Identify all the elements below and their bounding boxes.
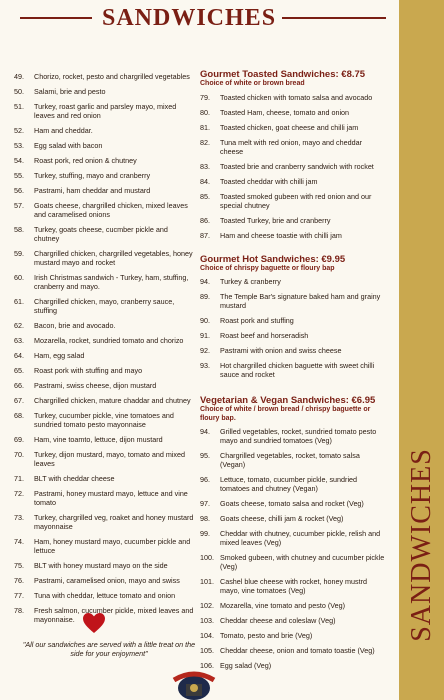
item-text: Toasted smoked gubeen with red onion and our special chutney bbox=[220, 191, 372, 210]
menu-item bbox=[14, 249, 194, 267]
item-text: Chargrilled chicken, mature chaddar and chutney bbox=[34, 396, 191, 405]
item-number: 74. bbox=[14, 537, 24, 546]
item-text: Fresh salmon, cucumber pickle, mixed leaves and mayonnaise. bbox=[34, 606, 194, 624]
item-number: 90. bbox=[200, 316, 210, 325]
item-text: Ham, vine toamto, lettuce, dijon mustard bbox=[34, 435, 163, 444]
item-number: 89. bbox=[200, 292, 210, 301]
item-text: Goats cheese, chargrilled chicken, mixed leaves and caramelised onions bbox=[34, 201, 188, 219]
item-text: Turkey, roast garlic and parsley mayo, mixed leaves and red onion bbox=[34, 102, 177, 120]
item-number: 55. bbox=[14, 171, 24, 180]
item-number: 84. bbox=[200, 176, 210, 186]
item-number: 56. bbox=[14, 186, 24, 195]
menu-item bbox=[14, 561, 194, 570]
item-number: 86. bbox=[200, 215, 210, 225]
item-text: Toasted Turkey, brie and cranberry bbox=[220, 215, 331, 225]
menu-item bbox=[200, 616, 386, 625]
menu-item bbox=[200, 192, 386, 210]
item-text: Grilled vegetables, rocket, sundried tomato pesto mayo and sundried tomatoes (Veg) bbox=[220, 427, 377, 445]
menu-item bbox=[200, 475, 386, 493]
item-text: Toasted chicken, goat cheese and chilli jam bbox=[220, 122, 359, 132]
item-number: 64. bbox=[14, 351, 24, 360]
menu-item bbox=[200, 631, 386, 640]
item-number: 54. bbox=[14, 156, 24, 165]
item-text: BLT with honey mustard mayo on the side bbox=[34, 561, 168, 570]
item-number: 91. bbox=[200, 331, 210, 340]
menu-item bbox=[200, 661, 386, 670]
menu-item bbox=[14, 186, 194, 195]
item-text: Turkey, cucumber pickle, vine tomatoes and sundried tomato pesto mayonnaise bbox=[34, 411, 174, 429]
menu-item bbox=[14, 225, 194, 243]
item-number: 70. bbox=[14, 450, 24, 459]
item-text: Toasted Ham, cheese, tomato and onion bbox=[220, 107, 350, 117]
section-subtitle: Choice of chrispy baguette or floury bap bbox=[200, 264, 335, 272]
item-number: 76. bbox=[14, 576, 24, 585]
item-number: 53. bbox=[14, 141, 24, 150]
menu-item bbox=[14, 513, 194, 531]
item-text: Mozarella, rocket, sundried tomato and chorizo bbox=[34, 336, 184, 345]
item-text: Chorizo, rocket, pesto and chargrilled vegetables bbox=[34, 72, 190, 81]
item-text: Pastrami, ham cheddar and mustard bbox=[34, 186, 151, 195]
menu-item bbox=[14, 201, 194, 219]
menu-item bbox=[200, 277, 386, 286]
item-text: Ham and cheddar. bbox=[34, 126, 93, 135]
heart-icon bbox=[82, 612, 106, 634]
item-number: 102. bbox=[200, 601, 214, 610]
item-text: Roast pork with stuffing and mayo bbox=[34, 366, 143, 375]
item-text: Ham, honey mustard mayo, cucumber pickle and lettuce bbox=[34, 537, 191, 555]
menu-item bbox=[200, 577, 386, 595]
menu-item bbox=[200, 601, 386, 610]
item-number: 93. bbox=[200, 361, 210, 370]
item-number: 99. bbox=[200, 529, 210, 538]
item-text: Cashel blue cheese with rocket, honey mustrd mayo, vine tomatoes (Veg) bbox=[220, 577, 368, 595]
menu-item bbox=[14, 450, 194, 468]
right-column bbox=[200, 69, 386, 676]
item-number: 72. bbox=[14, 489, 24, 498]
menu-item bbox=[14, 102, 194, 120]
item-number: 58. bbox=[14, 225, 24, 234]
menu-item bbox=[14, 396, 194, 405]
item-number: 105. bbox=[200, 646, 214, 655]
item-number: 69. bbox=[14, 435, 24, 444]
item-text: Ham, egg salad bbox=[34, 351, 85, 360]
item-number: 101. bbox=[200, 577, 214, 586]
menu-item bbox=[200, 162, 386, 171]
menu-section bbox=[200, 395, 386, 670]
item-number: 75. bbox=[14, 561, 24, 570]
item-number: 73. bbox=[14, 513, 24, 522]
item-number: 57. bbox=[14, 201, 24, 210]
menu-item bbox=[200, 514, 386, 523]
item-number: 50. bbox=[14, 87, 24, 96]
menu-item bbox=[14, 72, 194, 81]
menu-item bbox=[200, 529, 386, 547]
item-number: 71. bbox=[14, 474, 24, 483]
item-text: The Temple Bar's signature baked ham and grainy mustard bbox=[220, 292, 381, 310]
section-subtitle: Choice of white / brown bread / chrispy baguette or floury bap. bbox=[200, 406, 371, 422]
menu-item bbox=[14, 87, 194, 96]
left-column bbox=[14, 72, 194, 630]
item-text: Tuna with cheddar, lettuce tomato and onion bbox=[34, 591, 176, 600]
header-rule-right bbox=[282, 17, 386, 19]
section-title: Vegetarian & Vegan Sandwiches: €6.95 bbox=[200, 395, 376, 406]
item-number: 95. bbox=[200, 451, 210, 460]
menu-item bbox=[14, 576, 194, 585]
item-number: 92. bbox=[200, 346, 210, 355]
menu-item bbox=[200, 216, 386, 225]
item-text: Cheddar with chutney, cucumber pickle, relish and mixed leaves (Veg) bbox=[220, 529, 381, 547]
item-number: 104. bbox=[200, 631, 214, 640]
menu-item bbox=[14, 156, 194, 165]
item-text: Smoked gubeen, with chutney and cucumber pickle (Veg) bbox=[220, 553, 385, 571]
item-text: Toasted brie and cranberry sandwich with rocket bbox=[220, 161, 374, 171]
menu-item bbox=[14, 141, 194, 150]
page-title: SANDWICHES bbox=[102, 5, 277, 31]
item-text: Pastrami, swiss cheese, dijon mustard bbox=[34, 381, 157, 390]
item-text: Toasted cheddar with chilli jam bbox=[220, 176, 318, 186]
menu-item bbox=[200, 177, 386, 186]
menu-section bbox=[200, 254, 386, 380]
item-text: Roast pork and stuffing bbox=[220, 316, 294, 325]
menu-section bbox=[200, 69, 386, 240]
item-number: 83. bbox=[200, 161, 210, 171]
item-number: 96. bbox=[200, 475, 210, 484]
menu-item bbox=[14, 435, 194, 444]
menu-item bbox=[14, 591, 194, 600]
item-number: 98. bbox=[200, 514, 210, 523]
item-number: 100. bbox=[200, 553, 214, 562]
menu-item bbox=[200, 231, 386, 240]
menu-item bbox=[14, 537, 194, 555]
item-text: Turkey, chargrilled veg, roaket and honey mustard mayonnaise bbox=[34, 513, 194, 531]
menu-item bbox=[14, 273, 194, 291]
menu-item bbox=[14, 489, 194, 507]
footer-quote: "All our sandwiches are served with a little treat on the side for your enjoyment" bbox=[22, 640, 196, 658]
item-text: Ham and cheese toastie with chilli jam bbox=[220, 230, 342, 240]
menu-item bbox=[200, 331, 386, 340]
menu-item bbox=[200, 292, 386, 310]
item-number: 51. bbox=[14, 102, 24, 111]
menu-item bbox=[14, 411, 194, 429]
sidebar-vertical-title: SANDWICHES bbox=[406, 448, 437, 642]
item-text: Chargrilled chicken, mayo, cranberry sauce, stuffing bbox=[34, 297, 175, 315]
menu-item bbox=[200, 93, 386, 102]
item-text: Turkey, stuffing, mayo and cranberry bbox=[34, 171, 151, 180]
item-text: Goats cheese, chilli jam & rocket (Veg) bbox=[220, 514, 344, 523]
item-text: Turkey, dijon mustard, mayo, tomato and mixed leaves bbox=[34, 450, 185, 468]
item-text: Pastrami, caramelised onion, mayo and swiss bbox=[34, 576, 180, 585]
menu-item bbox=[14, 126, 194, 135]
item-text: Lettuce, tomato, cucumber pickle, sundried tomatoes and chutney (Vegan) bbox=[220, 475, 358, 493]
item-number: 60. bbox=[14, 273, 24, 282]
item-text: Goats cheese, tomato salsa and rocket (Veg) bbox=[220, 499, 364, 508]
menu-item bbox=[200, 346, 386, 355]
item-number: 62. bbox=[14, 321, 24, 330]
sidebar-band bbox=[399, 0, 444, 700]
item-text: Tuna melt with red onion, mayo and cheddar cheese bbox=[220, 137, 362, 156]
item-text: Pastrami with onion and swiss cheese bbox=[220, 346, 342, 355]
item-text: Salami, brie and pesto bbox=[34, 87, 106, 96]
item-number: 81. bbox=[200, 122, 210, 132]
menu-item bbox=[200, 646, 386, 655]
item-number: 94. bbox=[200, 277, 210, 286]
item-text: Cheddar cheese and coleslaw (Veg) bbox=[220, 616, 336, 625]
pub-logo-icon bbox=[164, 666, 224, 700]
menu-item bbox=[14, 366, 194, 375]
item-text: Chargrilled chicken, chargrilled vegetables, honey mustard mayo and rocket bbox=[34, 249, 193, 267]
item-number: 97. bbox=[200, 499, 210, 508]
item-text: Egg salad (Veg) bbox=[220, 661, 272, 670]
menu-item bbox=[200, 499, 386, 508]
menu-item bbox=[200, 451, 386, 469]
item-text: Hot chargrilled chicken baguette with sweet chilli sauce and rocket bbox=[220, 361, 375, 379]
section-title: Gourmet Hot Sandwiches: €9.95 bbox=[200, 253, 346, 265]
item-text: Roast pork, red onion & chutney bbox=[34, 156, 137, 165]
item-text: Irish Christmas sandwich - Turkey, ham, stuffing, cranberry and mayo. bbox=[34, 273, 189, 291]
item-number: 59. bbox=[14, 249, 24, 258]
menu-item bbox=[14, 297, 194, 315]
item-number: 65. bbox=[14, 366, 24, 375]
item-text: Roast beef and horseradish bbox=[220, 331, 309, 340]
menu-item bbox=[14, 321, 194, 330]
item-number: 52. bbox=[14, 126, 24, 135]
item-number: 103. bbox=[200, 616, 214, 625]
item-text: Mozarella, vine tomato and pesto (Veg) bbox=[220, 601, 346, 610]
item-text: Bacon, brie and avocado. bbox=[34, 321, 116, 330]
item-number: 49. bbox=[14, 72, 24, 81]
menu-item bbox=[14, 351, 194, 360]
item-text: BLT with cheddar cheese bbox=[34, 474, 115, 483]
section-subtitle: Choice of white or brown bread bbox=[200, 80, 305, 87]
item-number: 68. bbox=[14, 411, 24, 420]
menu-item bbox=[200, 553, 386, 571]
menu-item bbox=[200, 123, 386, 132]
header-rule-left bbox=[20, 17, 92, 19]
item-text: Tomato, pesto and brie (Veg) bbox=[220, 631, 313, 640]
menu-item bbox=[200, 427, 386, 445]
item-text: Cheddar cheese, onion and tomato toastie (Veg) bbox=[220, 646, 375, 655]
item-text: Chargrilled vegetables, rocket, tomato salsa (Vegan) bbox=[220, 451, 360, 469]
menu-item bbox=[200, 108, 386, 117]
menu-item bbox=[14, 474, 194, 483]
menu-item bbox=[200, 138, 386, 156]
item-number: 66. bbox=[14, 381, 24, 390]
menu-item bbox=[14, 171, 194, 180]
item-number: 106. bbox=[200, 661, 214, 670]
item-text: Egg salad with bacon bbox=[34, 141, 103, 150]
item-number: 80. bbox=[200, 107, 210, 117]
item-number: 87. bbox=[200, 230, 210, 240]
menu-item bbox=[200, 361, 386, 379]
menu-item bbox=[14, 336, 194, 345]
section-title: Gourmet Toasted Sandwiches: €8.75 bbox=[200, 69, 366, 80]
item-text: Turkey & cranberry bbox=[220, 277, 281, 286]
item-text: Toasted chicken with tomato salsa and avocado bbox=[220, 92, 373, 102]
item-number: 67. bbox=[14, 396, 24, 405]
item-number: 63. bbox=[14, 336, 24, 345]
item-number: 77. bbox=[14, 591, 24, 600]
item-number: 82. bbox=[200, 137, 210, 147]
item-number: 85. bbox=[200, 191, 210, 201]
item-number: 61. bbox=[14, 297, 24, 306]
header bbox=[0, 0, 399, 36]
item-number: 94. bbox=[200, 427, 210, 436]
item-text: Turkey, goats cheese, cucmber pickle and chutney bbox=[34, 225, 168, 243]
item-number: 79. bbox=[200, 92, 210, 102]
item-text: Pastrami, honey mustard mayo, lettuce and vine tomato bbox=[34, 489, 188, 507]
item-number: 78. bbox=[14, 606, 24, 615]
menu-item bbox=[14, 381, 194, 390]
menu-item bbox=[200, 316, 386, 325]
